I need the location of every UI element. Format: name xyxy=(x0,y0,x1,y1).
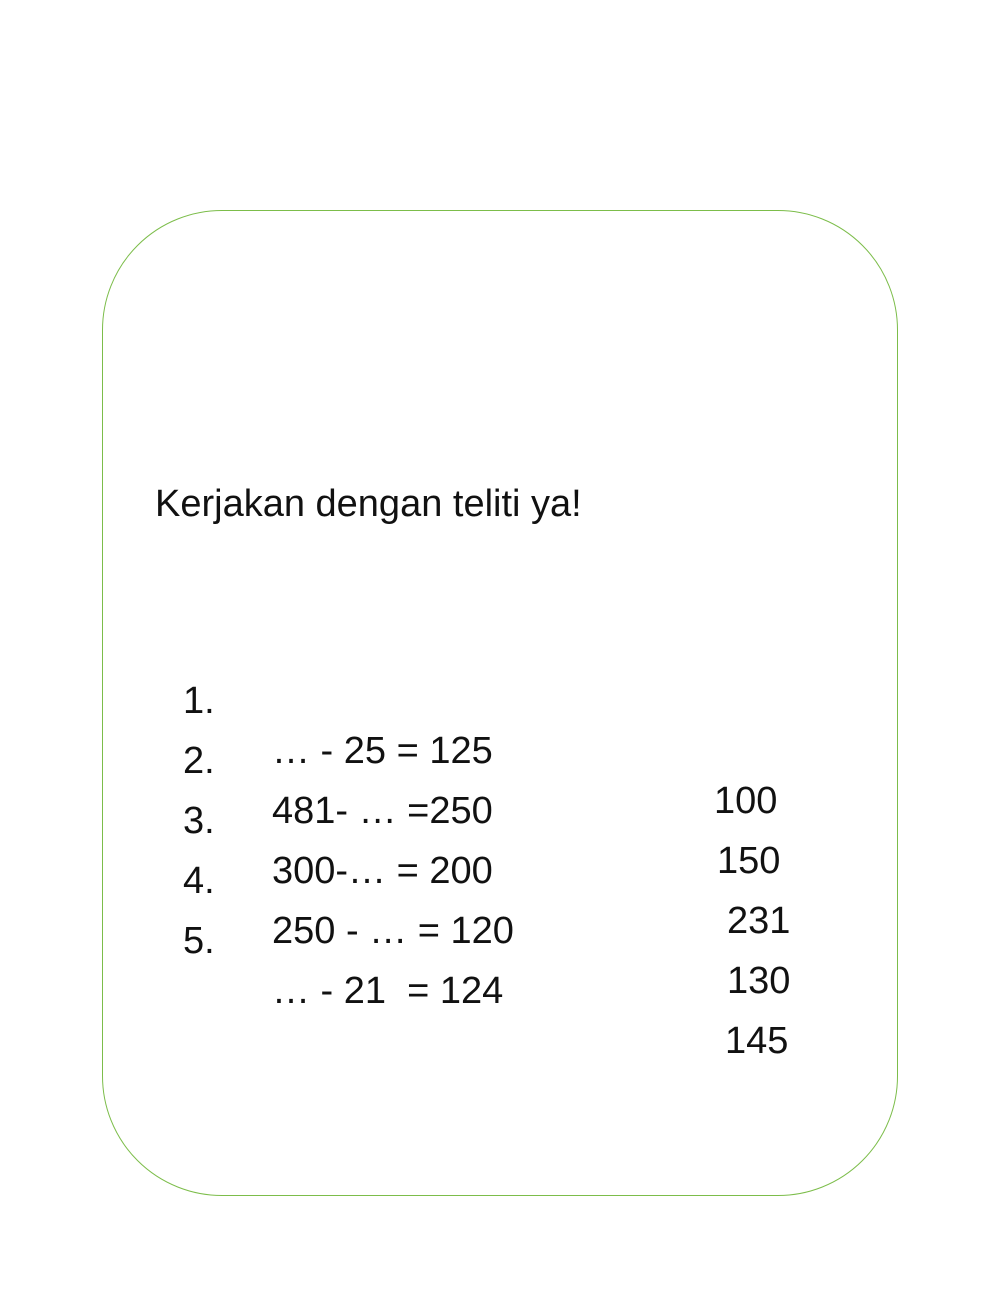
question-expression: … - 25 = 125 xyxy=(272,730,493,772)
answer-option: 150 xyxy=(717,840,781,882)
question-number: 4. xyxy=(183,860,215,902)
instruction-text: Kerjakan dengan teliti ya! xyxy=(155,483,582,525)
answer-option: 130 xyxy=(727,960,791,1002)
question-expression: 250 - … = 120 xyxy=(272,910,514,952)
question-expression: 300-… = 200 xyxy=(272,850,493,892)
answer-option: 231 xyxy=(727,900,791,942)
answer-option: 145 xyxy=(725,1020,789,1062)
question-number: 2. xyxy=(183,740,215,782)
question-number: 5. xyxy=(183,920,215,962)
question-number: 3. xyxy=(183,800,215,842)
question-expression: … - 21 = 124 xyxy=(272,970,504,1012)
question-expression: 481- … =250 xyxy=(272,790,493,832)
question-number: 1. xyxy=(183,680,215,722)
answer-option: 100 xyxy=(714,780,778,822)
